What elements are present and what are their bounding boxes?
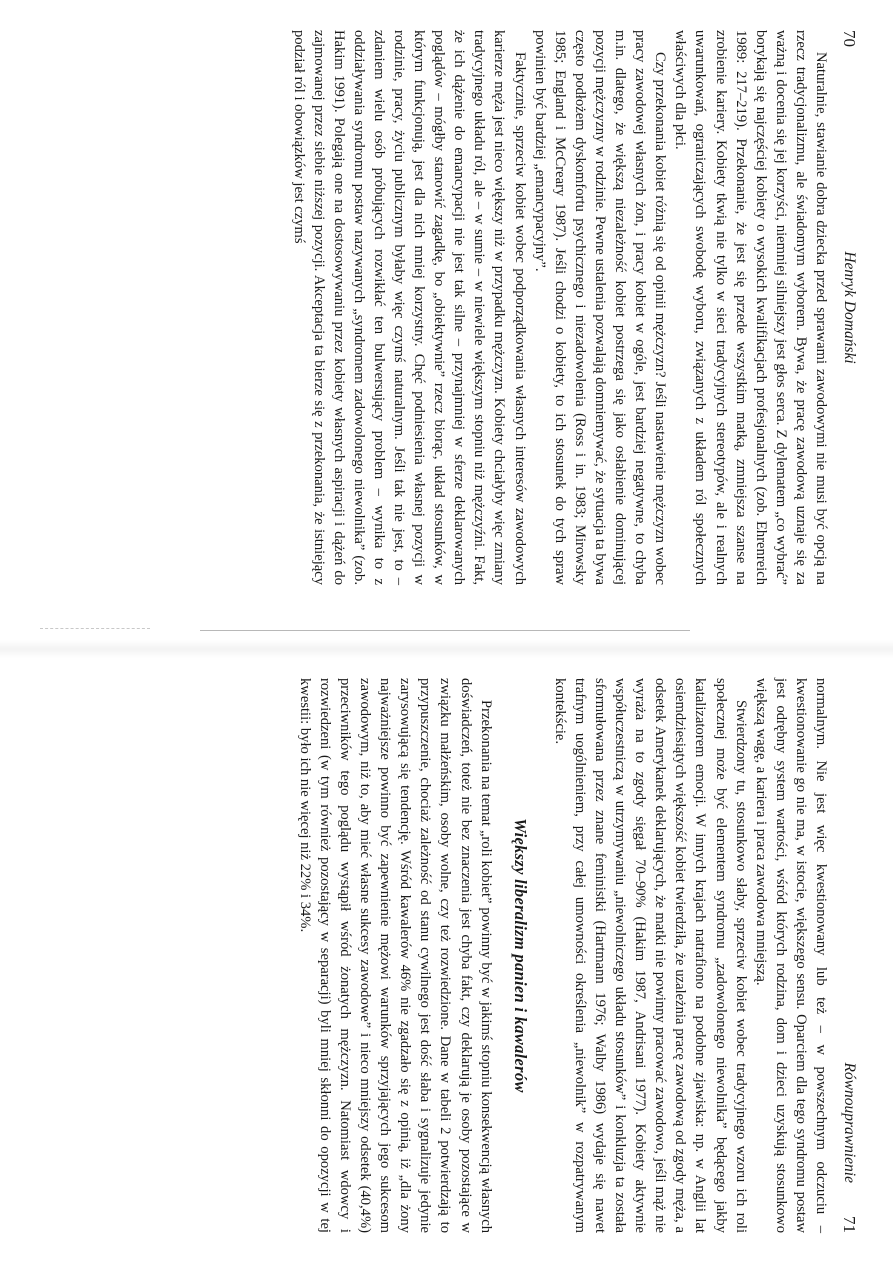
right-page: [0, 648, 893, 1263]
paragraph: Przekonania na temat „roli kobiet” powinny być w jakimś stopniu konsekwencją własnych doświadczeń, toteż nie bez znaczenia jest chyba fakt, czy deklarują je osoby pozostające w związku małżeńskim, osoby wolne, czy też rozwiedzione. Dane w tabeli 2 potwierdzają to przypuszczenie, chociaż zależność od stanu cywilnego jest dość słaba i sygnalizuje jedynie zarysowującą się tendencję. Wśród kawalerów 46% nie zgadzało się z opinią, iż „dla żony najważniejsze powinno być zapewnienie mężowi warunków sprzyjających jego sukcesom zawodowym, niż to, aby mieć własne sukcesy zawodowe” i nieco mniejszy odsetek (40,4%) przeciwników tego poglądu wystąpił wśród żonatych mężczyzn. Natomiast wdowcy i rozwiedzeni (w tym również pozostający w separacji) byli mniej skłonni do opozycji w tej kwestii: było ich nie więcej niż 22% i 34%.: [296, 678, 494, 1233]
page-divider-line: [200, 630, 690, 631]
paragraph: Faktycznie, sprzeciw kobiet wobec podporządkowania własnych interesów zawodowych karierze męża jest nieco większy niż w przypadku mężczyzn. Kobiety chciałyby więc zmiany tradycyjnego układu ról, ale – w sumie – w niewiele większym stopniu niż mężczyźni. Fakt, że ich dążenie do emancypacji nie jest tak silne – przynajmniej w sferze deklarowanych poglądów – mógłby stanowić zagadkę, bo „obiektywnie” rzecz biorąc, układ stosunków, w którym funkcjonują, jest dla nich mniej korzystny. Chęć podniesienia własnej pozycji w rodzinie, pracy, życiu publicznym byłaby więc czymś naturalnym. Jeśli tak nie jest, to – zdaniem wielu osób próbujących rozwikłać ten bulwersujący problem – wynika to z oddziaływania syndromu postaw nazywanych „syndromem zadowolonego niewolnika” (zob. Hakim 1991). Polegają one na dostosowywaniu przez kobiety własnych aspiracji i dążeń do zajmowanej przez siebie niższej pozycji. Akceptacja ta bierze się z przekonania, że istniejący podział ról i obowiązków jest czymś: [290, 30, 528, 585]
paragraph: normalnym. Nie jest więc kwestionowany lub też – w powszechnym odczuciu – kwestionowanie go nie ma, w istocie, większego sensu. Oparciem dla tego syndromu postaw jest odrębny system wartości, wśród których rodzina, dom i dzieci uzyskują stosunkowo większą wagę, a kariera i praca zawodowa mniejszą.: [752, 678, 829, 1233]
page-divider-dash: [40, 628, 150, 629]
running-head-author: Henryk Domański: [841, 251, 858, 364]
running-head-left: [831, 30, 859, 585]
page-number: 70: [840, 30, 859, 47]
section-heading: Większy liberalizm panien i kawalerów: [510, 818, 530, 1093]
paragraph: Czy przekonania kobiet różnią się od opinii mężczyzn? Jeśli nastawienie mężczyzn wobec pracy zawodowej własnych żon, i pracy kobiet w ogóle, jest bardziej negatywne, to chyba m.in. dlatego, że większą niezależność kobiet postrzega się jako osłabienie dominującej pozycji mężczyzny w rodzinie. Pewne ustalenia pozwalają domniemywać, że sytuacja ta bywa często podłożem dyskomfortu psychicznego i niezadowolenia (Ross i in. 1983; Mirowsky 1985; England i McCreary 1987). Jeśli chodzi o kobiety, to ich stosunek do tych spraw powinien być bardziej „emancypacyjny”.: [531, 30, 669, 585]
running-head-right: [831, 678, 859, 1233]
paragraph: Naturalnie, stawianie dobra dziecka przed sprawami zawodowymi nie musi być opcją na rzecz tradycjonalizmu, ale świadomym wyborem. Bywa, że pracę zawodową uznaje się za ważną i docenia się jej korzyści, niemniej silniejszy jest głos serca. Z dylematem „co wybrać” borykają się najczęściej kobiety o wysokich kwalifikacjach profesjonalnych (zob. Ehrenreich 1989: 217–219). Przekonanie, że jest się przede wszystkim matką, zmniejsza szanse na zrobienie kariery. Kobiety tkwią nie tylko w sieci tradycyjnych stereotypów, ale i realnych uwarunkowań, ograniczających swobodę wyboru, związanych z układem ról społecznych właściwych dla płci.: [672, 30, 829, 585]
page-number: 71: [840, 1216, 859, 1233]
paragraph: Stwierdzony tu, stosunkowo słaby, sprzeciw kobiet wobec tradycyjnego wzoru ich roli społecznej może być elementem syndromu „zadowolonego niewolnika” będącego jakby katalizatorem emocji. W innych krajach natrafiono na podobne zjawiska: np. w Anglii lat osiemdziesiątych większość kobiet twierdziła, że uzależnia pracę zawodową od zgody męża, a odsetek Amerykanek deklarujących, że matki nie powinny pracować zawodowo, jeśli mąż nie wyraża na to zgody sięgał 70–90% (Hakim 1987, Andrisani 1977). Kobiety aktywnie współuczestniczą w utrzymywaniu „niewolniczego układu stosunków” i konkluzja ta została sformułowana przez znane feministki (Hartmann 1976; Walby 1986) wydaje się nawet trafnym uogólnieniem, przy całej umowności określenia „niewolnik” w rozpatrywanym kontekście.: [551, 678, 749, 1233]
left-page: [0, 0, 893, 615]
running-head-chapter: Równouprawnienie: [841, 1062, 858, 1183]
